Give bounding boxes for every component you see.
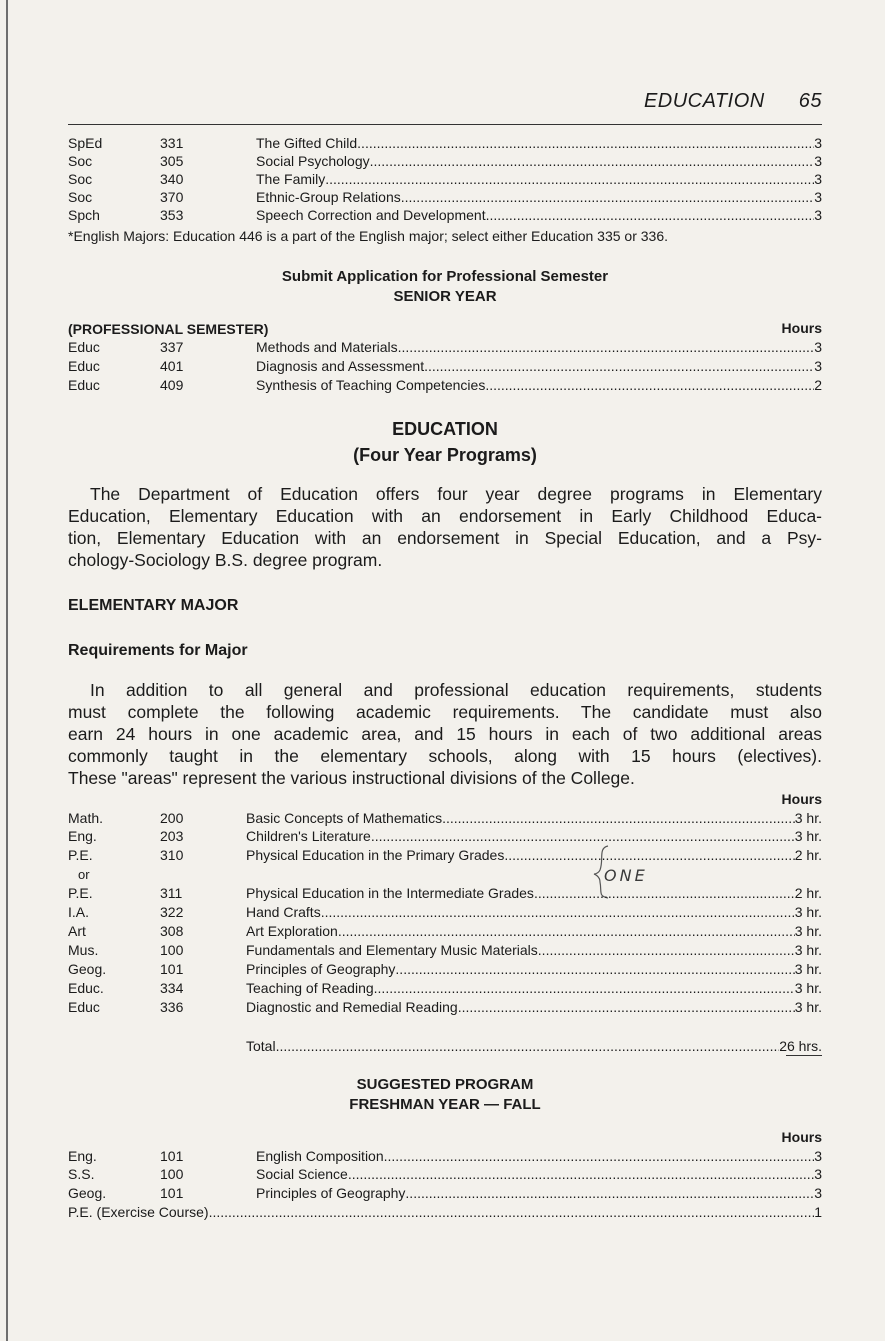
dot-leader	[338, 922, 795, 940]
course-number: 322	[160, 904, 184, 920]
pe-label: P.E. (Exercise Course)	[68, 1204, 209, 1220]
dot-leader	[209, 1203, 815, 1221]
footnote: *English Majors: Education 446 is a part of the English major; select either Education 335 or 336.	[68, 228, 669, 244]
course-hours: 3	[814, 1148, 822, 1164]
course-hours: 3	[814, 1166, 822, 1182]
course-number: 337	[160, 339, 184, 355]
course-row	[68, 357, 822, 375]
page-number: 65	[798, 90, 822, 112]
dot-leader	[458, 998, 795, 1016]
submit-heading: Submit Application for Professional Semester	[281, 268, 609, 285]
requirements-paragraph	[68, 679, 822, 789]
course-row	[68, 884, 822, 902]
course-title: Principles of Geography	[256, 1185, 406, 1201]
course-dept: SpEd	[68, 135, 103, 151]
course-row	[68, 188, 822, 206]
paragraph-line: In addition to all general and professional education requirements, students	[90, 680, 822, 700]
course-title: Art Exploration	[246, 923, 338, 939]
professional-semester-label: (PROFESSIONAL SEMESTER)	[68, 321, 269, 337]
handwritten-note: ONE	[604, 866, 648, 885]
header-section: EDUCATION	[643, 90, 765, 112]
dot-leader	[374, 979, 795, 997]
dot-leader	[534, 884, 795, 902]
course-row	[68, 998, 822, 1016]
total-rule	[786, 1055, 822, 1056]
course-dept: Eng.	[68, 1148, 97, 1164]
dot-leader	[538, 941, 795, 959]
course-row	[68, 338, 822, 356]
binding-edge	[6, 0, 8, 1341]
course-number: 331	[160, 135, 184, 151]
course-dept: Educ	[68, 358, 100, 374]
course-number: 311	[160, 885, 183, 901]
course-number: 310	[160, 847, 184, 863]
dot-leader	[370, 152, 815, 170]
course-title: Diagnosis and Assessment	[256, 358, 425, 374]
total-label: Total	[246, 1038, 276, 1054]
course-number: 308	[160, 923, 184, 939]
course-hours: 3	[814, 171, 822, 187]
course-hours: 3 hr.	[794, 904, 822, 920]
dot-leader	[486, 206, 815, 224]
course-row	[68, 206, 822, 224]
dot-leader	[371, 827, 795, 845]
course-hours: 3 hr.	[794, 980, 822, 996]
course-title: Diagnostic and Remedial Reading	[246, 999, 458, 1015]
course-row	[68, 903, 822, 921]
pe-row	[68, 1203, 822, 1221]
paragraph-line: tion, Elementary Education with an endorsement in Special Education, and a Psy-	[68, 528, 822, 548]
course-dept: Educ	[68, 999, 100, 1015]
dot-leader	[398, 338, 815, 356]
course-number: 336	[160, 999, 184, 1015]
paragraph-line: The Department of Education offers four year degree programs in Elementary	[90, 484, 822, 504]
paragraph-line: These "areas" represent the various instructional divisions of the College.	[68, 768, 635, 788]
course-number: 340	[160, 171, 184, 187]
course-title: Synthesis of Teaching Competencies	[256, 377, 486, 393]
dot-leader	[504, 846, 794, 864]
dot-leader	[485, 376, 814, 394]
course-number: 203	[160, 828, 184, 844]
paragraph-line: must complete the following academic requirements. The candidate must also	[68, 702, 822, 722]
education-heading: EDUCATION	[392, 419, 498, 439]
course-hours: 3	[814, 339, 822, 355]
course-row	[68, 922, 822, 940]
dot-leader	[395, 960, 794, 978]
dot-leader	[424, 357, 814, 375]
course-number: 100	[160, 1166, 184, 1182]
requirements-heading: Requirements for Major	[68, 642, 248, 659]
course-dept: Soc	[68, 189, 93, 205]
course-title: Social Psychology	[256, 153, 370, 169]
course-dept: Math.	[68, 810, 104, 826]
course-dept: I.A.	[68, 904, 90, 920]
course-title: Hand Crafts	[246, 904, 321, 920]
course-dept: Art	[68, 923, 86, 939]
dot-leader	[357, 134, 814, 152]
course-row	[68, 827, 822, 845]
senior-year-heading: SENIOR YEAR	[393, 288, 497, 305]
course-hours: 3 hr.	[794, 942, 822, 958]
course-number: 334	[160, 980, 184, 996]
course-row	[68, 960, 822, 978]
course-row	[68, 152, 822, 170]
course-title: Principles of Geography	[246, 961, 396, 977]
intro-paragraph	[68, 483, 822, 571]
pe-hours: 1	[814, 1204, 822, 1220]
course-title: English Composition	[256, 1148, 384, 1164]
course-hours: 3 hr.	[794, 961, 822, 977]
course-dept: S.S.	[68, 1166, 95, 1182]
course-dept: Educ.	[68, 980, 104, 996]
course-number: 101	[160, 1185, 184, 1201]
course-hours: 3	[814, 1185, 822, 1201]
paragraph-line: commonly taught in the elementary schools, along with 15 hours (electives).	[68, 746, 822, 766]
course-number: 409	[160, 377, 184, 393]
course-row	[68, 979, 822, 997]
course-title: Physical Education in the Intermediate Grades	[246, 885, 534, 901]
dot-leader	[348, 1165, 814, 1183]
course-hours: 3	[814, 153, 822, 169]
course-hours: 3 hr.	[794, 999, 822, 1015]
course-hours: 3	[814, 207, 822, 223]
dot-leader	[325, 170, 814, 188]
course-hours: 3	[814, 358, 822, 374]
course-title: Methods and Materials	[256, 339, 398, 355]
course-dept: Geog.	[68, 961, 107, 977]
course-dept: Soc	[68, 153, 93, 169]
course-title: The Family	[256, 171, 326, 187]
course-title: Fundamentals and Elementary Music Materials	[246, 942, 538, 958]
dot-leader	[405, 1184, 814, 1202]
hours-column-label: Hours	[781, 791, 822, 807]
course-hours: 2 hr.	[794, 885, 822, 901]
suggested-program-heading: SUGGESTED PROGRAM	[356, 1076, 534, 1093]
course-row	[68, 1147, 822, 1165]
course-title: Children's Literature	[246, 828, 371, 844]
course-hours: 2 hr.	[794, 847, 822, 863]
course-dept: P.E.	[68, 847, 93, 863]
course-hours: 3	[814, 135, 822, 151]
course-row	[68, 846, 822, 864]
course-dept: Mus.	[68, 942, 99, 958]
course-title: Ethnic-Group Relations	[256, 189, 401, 205]
total-hours: 26 hrs.	[779, 1038, 822, 1054]
course-dept: Eng.	[68, 828, 97, 844]
course-number: 370	[160, 189, 184, 205]
dot-leader	[321, 903, 795, 921]
course-row	[68, 376, 822, 394]
course-hours: 2	[814, 377, 822, 393]
course-title: Physical Education in the Primary Grades	[246, 847, 505, 863]
course-row	[68, 170, 822, 188]
four-year-heading: (Four Year Programs)	[353, 445, 537, 465]
course-dept: Soc	[68, 171, 93, 187]
course-hours: 3 hr.	[794, 923, 822, 939]
course-hours: 3	[814, 189, 822, 205]
course-number: 101	[160, 961, 184, 977]
course-title: Speech Correction and Development	[256, 207, 486, 223]
course-number: 305	[160, 153, 184, 169]
total-row	[68, 1037, 822, 1055]
course-title: Teaching of Reading	[246, 980, 374, 996]
or-label: or	[78, 867, 90, 882]
course-dept: P.E.	[68, 885, 93, 901]
paragraph-line: earn 24 hours in one academic area, and 15 hours in each of two additional areas	[68, 724, 822, 744]
paragraph-line: chology-Sociology B.S. degree program.	[68, 550, 383, 570]
course-number: 200	[160, 810, 184, 826]
course-dept: Geog.	[68, 1185, 107, 1201]
course-title: Social Science	[256, 1166, 348, 1182]
course-number: 100	[160, 942, 184, 958]
course-title: Basic Concepts of Mathematics	[246, 810, 443, 826]
dot-leader	[442, 809, 795, 827]
course-row	[68, 134, 822, 152]
dot-leader	[384, 1147, 815, 1165]
dot-leader	[401, 188, 814, 206]
course-dept: Spch	[68, 207, 100, 223]
header-rule	[68, 124, 822, 125]
running-header	[0, 90, 822, 113]
hours-column-label: Hours	[781, 1129, 822, 1145]
course-row	[68, 1184, 822, 1202]
course-number: 401	[160, 358, 184, 374]
hours-column-label: Hours	[781, 320, 822, 336]
course-hours: 3 hr.	[794, 810, 822, 826]
course-hours: 3 hr.	[794, 828, 822, 844]
dot-leader	[276, 1037, 780, 1055]
course-row	[68, 809, 822, 827]
course-title: The Gifted Child	[256, 135, 358, 151]
freshman-fall-heading: FRESHMAN YEAR — FALL	[349, 1096, 541, 1113]
elementary-major-heading: ELEMENTARY MAJOR	[68, 597, 239, 614]
course-dept: Educ	[68, 377, 100, 393]
course-dept: Educ	[68, 339, 100, 355]
paragraph-line: Education, Elementary Education with an endorsement in Early Childhood Educa-	[68, 506, 822, 526]
course-row	[68, 941, 822, 959]
course-number: 353	[160, 207, 184, 223]
course-row	[68, 1165, 822, 1183]
course-number: 101	[160, 1148, 184, 1164]
